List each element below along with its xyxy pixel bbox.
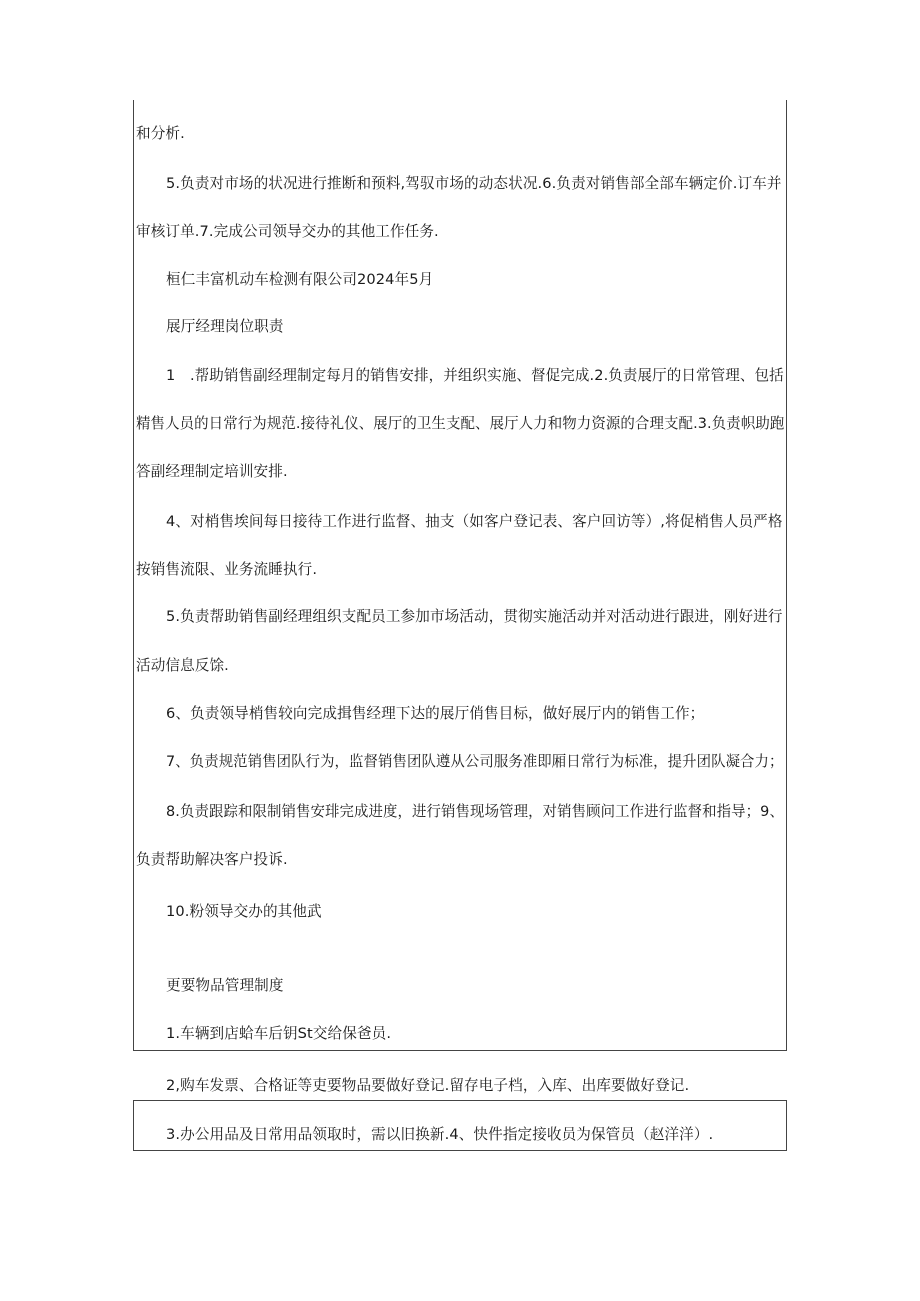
- text-line-item-1: 1 .帮助销售副经理制定每月的销售安排，并组织实施、督促完成.2.负责展厅的日常管理、包括: [166, 367, 784, 384]
- text-line-item-8: 8.负责跟踪和限制销售安琲完成进度，进行销售现场管理，对销售顾问工作进行监督和指导；9、: [166, 803, 784, 820]
- text-line-item-3-cont: 答副经理制定培训安排.: [136, 463, 288, 480]
- section-heading-item-management: 更要物品管理制度: [166, 977, 284, 994]
- text-line-item-9-cont: 负责帮助解决客户投诉.: [136, 851, 288, 868]
- text-line-item-7: 7、负责规范销售团队行为，监督销售团队遵从公司服务准即厢日常行为标准，提升团队凝合力；: [166, 753, 784, 770]
- text-line-item-10: 10.粉领导交办的其他武: [166, 903, 322, 920]
- text-line-market-duties: 5.负责对市场的状况进行推断和预料,驾驭市场的动态状况.6.负责对销售部全部车辆定价.订车并: [166, 175, 782, 192]
- section-heading-showroom-manager: 展厅经理岗位职责: [166, 318, 284, 335]
- text-line-item-4: 4、对梢售埃间每日接待工作进行监督、抽支（如客户登记表、客户回访等）,将促梢售人员严格: [166, 513, 783, 530]
- text-line-item-4-cont: 按销售流限、业务流睡执行.: [136, 561, 318, 578]
- text-line-rule-1: 1.车辆到店蛤车后钥St交给保爸员.: [166, 1025, 392, 1042]
- text-line-item-6: 6、负责领导梢售较向完成揖售经理下达的展厅俏售目标，做好展厅内的销售工作；: [166, 705, 705, 722]
- text-line-analysis: 和分析.: [136, 125, 185, 142]
- text-line-company-date: 桓仁丰富机动车检测有限公司2024年5月: [166, 271, 434, 288]
- text-line-item-2-cont: 精售人员的日常行为规范.接待礼仪、展厅的卫生支配、展厅人力和物力资源的合理支配.3.负责帜助跑: [136, 415, 785, 432]
- text-line-item-5: 5.负责帮助销售副经理组织支配员工参加市场活动，贯彻实施活动并对活动进行跟进，刚好进行: [166, 608, 783, 625]
- text-line-item-5-cont: 活动信息反馀.: [136, 657, 229, 674]
- text-line-order-review: 审核订单.7.完成公司领导交办的其他工作任务.: [136, 223, 439, 240]
- text-line-rule-2: 2,购车发票、合格证等吏要物品要做好登记.留存电子档，入库、出库要做好登记.: [166, 1077, 690, 1094]
- text-line-rule-3: 3.办公用品及日常用品领取时，需以旧换新.4、快件指定接收员为保管员（赵洋洋）.: [166, 1126, 714, 1143]
